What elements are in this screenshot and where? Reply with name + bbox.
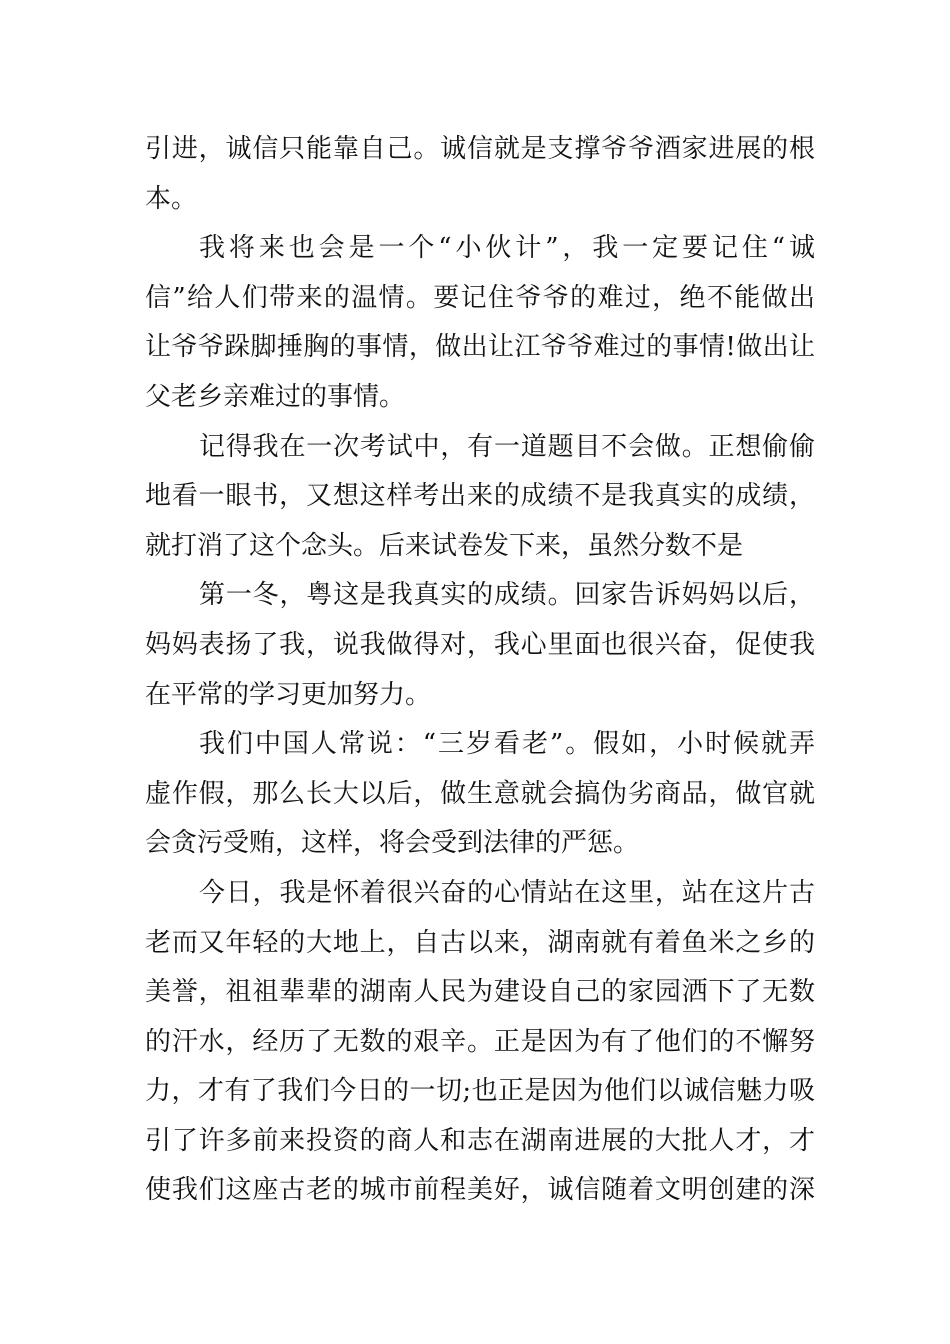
text-line: 美誉，祖祖辈辈的湖南人民为建设自己的家园洒下了无数 bbox=[145, 977, 815, 1008]
text-line: 力，才有了我们今日的一切;也正是因为他们以诚信魅力吸 bbox=[145, 1076, 815, 1107]
text-line: 引了许多前来投资的商人和志在湖南进展的大批人才，才 bbox=[145, 1125, 815, 1156]
text-line: 就打消了这个念头。后来试卷发下来，虽然分数不是 bbox=[145, 530, 744, 561]
text-line: 让爷爷跺脚捶胸的事情，做出让江爷爷难过的事情!做出让 bbox=[145, 332, 815, 363]
text-line: 妈妈表扬了我，说我做得对，我心里面也很兴奋，促使我 bbox=[145, 629, 815, 660]
text-line: 我们中国人常说：“三岁看老”。假如，小时候就弄 bbox=[199, 729, 815, 760]
text-line: 记得我在一次考试中，有一道题目不会做。正想偷偷 bbox=[199, 431, 815, 462]
text-line: 父老乡亲难过的事情。 bbox=[145, 381, 406, 412]
text-line: 我将来也会是一个“小伙计”，我一定要记住“诚 bbox=[199, 233, 815, 264]
text-line: 引进，诚信只能靠自己。诚信就是支撑爷爷酒家进展的根 bbox=[145, 134, 815, 164]
text-line: 会贪污受贿，这样，将会受到法律的严惩。 bbox=[145, 828, 640, 859]
text-line: 第一冬，粤这是我真实的成绩。回家告诉妈妈以后， bbox=[199, 580, 815, 611]
text-line: 信”给人们带来的温情。要记住爷爷的难过，绝不能做出 bbox=[145, 282, 815, 313]
text-line: 本。 bbox=[145, 183, 198, 214]
text-line: 老而又年轻的大地上，自古以来，湖南就有着鱼米之乡的 bbox=[145, 927, 815, 958]
text-line: 地看一眼书，又想这样考出来的成绩不是我真实的成绩， bbox=[145, 481, 815, 512]
text-line: 使我们这座古老的城市前程美好，诚信随着文明创建的深 bbox=[145, 1175, 815, 1206]
text-line: 虚作假，那么长大以后，做生意就会搞伪劣商品，做官就 bbox=[145, 778, 815, 809]
text-line: 在平常的学习更加努力。 bbox=[145, 679, 432, 710]
body-text bbox=[145, 125, 815, 1216]
text-line: 的汗水，经历了无数的艰辛。正是因为有了他们的不懈努 bbox=[145, 1026, 815, 1057]
text-line: 今日，我是怀着很兴奋的心情站在这里，站在这片古 bbox=[199, 877, 815, 908]
